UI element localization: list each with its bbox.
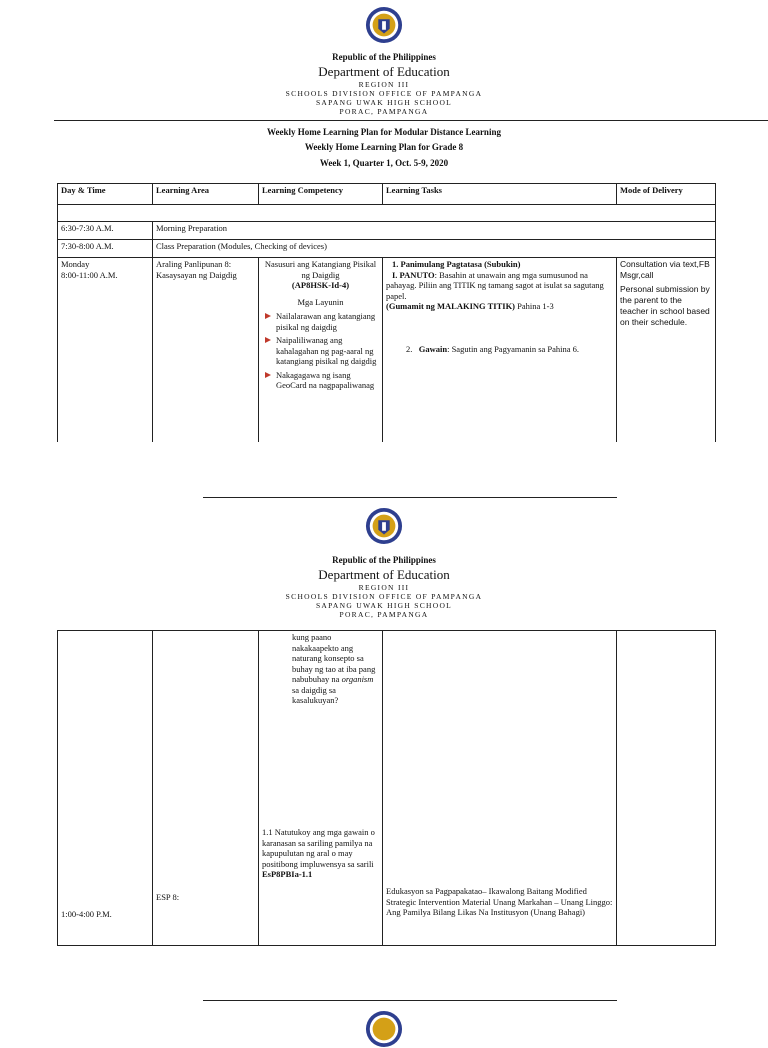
table-cell-activity: Class Preparation (Modules, Checking of devices): [152, 239, 716, 258]
learning-area-cell: Araling Panlipunan 8: Kasaysayan ng Daigdig: [152, 257, 259, 442]
task2-text: : Sagutin ang Pagyamanin sa Pahina 6.: [447, 343, 580, 354]
page-break-line: [203, 497, 617, 498]
division-label: SCHOOLS DIVISION OFFICE OF PAMPANGA: [285, 592, 483, 601]
table-cell-activity: Morning Preparation: [152, 221, 716, 240]
school-label: SAPANG UWAK HIGH SCHOOL: [315, 601, 453, 610]
panuto-label: I. PANUTO: [392, 269, 435, 280]
competency-end: sa daigdig sa kasalukuyan?: [292, 684, 339, 705]
header-divider: [54, 120, 768, 121]
competency-code: (AP8HSK-Id-4): [291, 280, 350, 290]
department-name: Department of Education: [318, 64, 450, 79]
task1-page: Pahina 1-3: [515, 301, 554, 311]
plan-title: Weekly Home Learning Plan for Modular Distance Learning: [267, 127, 501, 137]
deped-seal-icon: [365, 1010, 403, 1048]
competency-continuation: [262, 632, 379, 706]
tasks-cell: [382, 630, 617, 946]
region-label: REGION III: [358, 80, 410, 89]
deped-seal-icon: [365, 6, 403, 44]
day-label: Monday: [61, 259, 90, 269]
blank-row: [57, 204, 716, 222]
competency-text: kung paano nakakaapekto ang naturang konsepto sa buhay ng tao at iba pang nabubuhay na: [292, 632, 376, 684]
republic-label: Republic of the Philippines: [332, 52, 436, 62]
table-cell-time: 6:30-7:30 A.M.: [57, 221, 153, 240]
header-learning-tasks: Learning Tasks: [382, 183, 617, 205]
task1-title: 1. Panimulang Pagtatasa (Subukin): [392, 259, 521, 269]
competency-cell: [258, 257, 383, 442]
task1-note-line: [386, 301, 613, 312]
esp-competency: [262, 827, 377, 880]
esp-time: 1:00-4:00 P.M.: [61, 909, 112, 919]
school-label: SAPANG UWAK HIGH SCHOOL: [315, 98, 453, 107]
location-label: PORAC, PAMPANGA: [339, 107, 429, 116]
competency-em: organism: [341, 674, 374, 684]
monday-time-cell: [57, 257, 153, 442]
mode-of-delivery-cell: [616, 257, 716, 442]
esp-area: ESP 8:: [156, 892, 180, 902]
delivery-cell: [616, 630, 716, 946]
objective-item: Nakagagawa ng isang GeoCard na nagpapaliwanag: [276, 370, 379, 391]
task2-label: Gawain: [418, 343, 448, 354]
deped-seal-icon: [365, 507, 403, 545]
objective-item: Nailalarawan ang katangiang pisikal ng daigdig: [276, 311, 379, 332]
objective-item: Naipaliliwanag ang kahalagahan ng pag-aaral ng katangiang pisikal ng daigdig: [276, 335, 379, 367]
delivery-consultation: Consultation via text,FB Msgr,call: [620, 259, 710, 280]
plan-week: Week 1, Quarter 1, Oct. 5-9, 2020: [319, 158, 449, 168]
panuto-text: : Basahin at unawain ang mga sumusunod na pahayag. Piliin ang TITIK ng tamang sagot at isulat sa sagutang papel.: [386, 269, 604, 301]
objectives-label: Mga Layunin: [297, 296, 344, 307]
task1-note: (Gumamit ng MALAKING TITIK): [386, 301, 516, 311]
republic-label: Republic of the Philippines: [332, 555, 436, 565]
region-label: REGION III: [358, 583, 410, 592]
task2-line: [386, 344, 613, 355]
competency-title: Nasusuri ang Katangiang Pisikal ng Daigdig: [264, 259, 377, 280]
objectives-list: [262, 311, 379, 391]
esp-code: EsP8PBIa-1.1: [262, 869, 313, 879]
department-name: Department of Education: [318, 567, 450, 582]
time-cell: [57, 630, 153, 946]
delivery-submission: Personal submission by the parent to the teacher in school based on their schedule.: [620, 284, 710, 327]
plan-grade: Weekly Home Learning Plan for Grade 8: [304, 142, 464, 152]
learning-tasks-cell: [382, 257, 617, 442]
page-break-line: [203, 1000, 617, 1001]
header-learning-area: Learning Area: [152, 183, 259, 205]
table-cell-time: 7:30-8:00 A.M.: [57, 239, 153, 258]
header-mode-of-delivery: Mode of Delivery: [616, 183, 716, 205]
division-label: SCHOOLS DIVISION OFFICE OF PAMPANGA: [285, 89, 483, 98]
time-label: 8:00-11:00 A.M.: [61, 269, 118, 280]
competency-cell: [258, 630, 383, 946]
esp-task: Edukasyon sa Pagpapakatao– Ikawalong Baitang Modified Strategic Intervention Material Unang Markahan – Unang Linggo: Ang Pamilya Bilang Likas Na Institusyon (Unang Bahagi): [386, 886, 613, 917]
header-learning-competency: Learning Competency: [258, 183, 383, 205]
location-label: PORAC, PAMPANGA: [339, 610, 429, 619]
area-cell: [152, 630, 259, 946]
esp-competency-text: 1.1 Natutukoy ang mga gawain o karanasan sa sariling pamilya na kapupulutan ng aral o may positibong impluwensya sa sarili: [262, 827, 375, 869]
task2-number: 2.: [406, 343, 413, 354]
header-day-time: Day & Time: [57, 183, 153, 205]
task1-instructions: [386, 270, 613, 302]
